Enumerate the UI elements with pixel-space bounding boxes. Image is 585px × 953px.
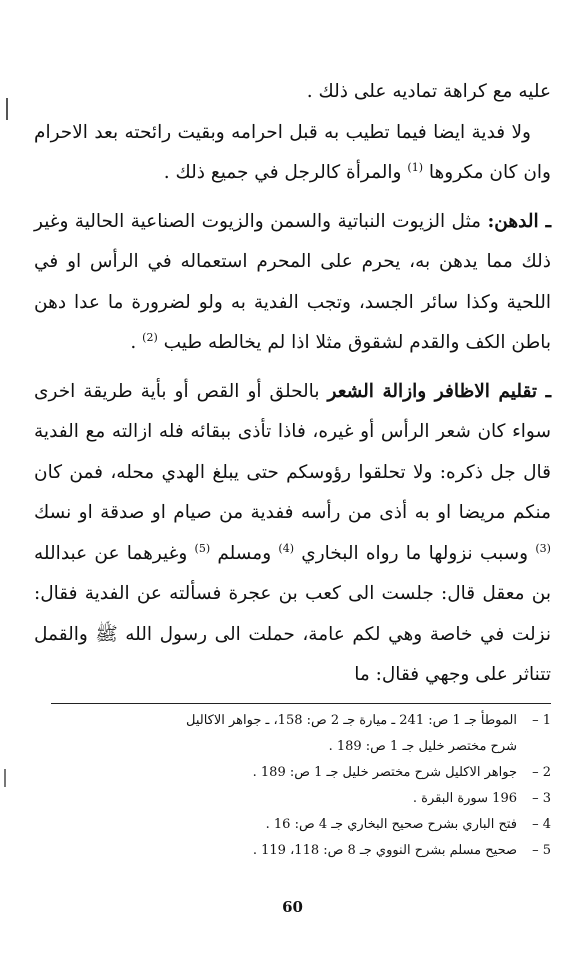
footnote-ref: (3) [535,541,551,555]
footnote [31,786,551,812]
footnote-number: 5 – [532,843,551,858]
footnote-text: 196 سورة البقرة . [412,791,517,806]
margin-mark [6,98,8,120]
footnote-divider [51,703,551,704]
paragraph-text: وسبب نزولها ما رواه البخاري [301,542,529,564]
footnote [31,760,551,786]
footnote [31,838,551,864]
paragraph-text: ولا فدية ايضا فيما تطيب به قبل احرامه وبقيت رائحته بعد الاحرام وان كان مكروها [34,121,551,183]
paragraph-text: عليه مع كراهة تماديه على ذلك . [306,81,551,102]
footnotes [31,708,551,864]
footnote-number: 2 – [532,765,551,780]
footnote-number: 1 – [532,713,551,728]
footnote [31,708,551,734]
footnote-number: 3 – [532,791,551,806]
footnote-ref: (5) [194,541,211,555]
footnote-text: الموطأ جـ 1 ص: 241 ـ ميارة جـ 2 ص: 158، ـ جواهر الاكاليل [185,713,517,728]
page-number: 60 [282,898,303,916]
paragraph [34,113,551,194]
body-text [34,72,551,696]
footnote-ref: (1) [407,160,423,174]
paragraph [34,72,551,113]
paragraph [34,202,551,364]
footnote-text: فتح الباري بشرح صحيح البخاري جـ 4 ص: 16 . [265,817,517,832]
paragraph-text: مثل الزيوت النباتية والسمن والزيوت الصناعية الحالية وغير ذلك مما يدهن به، يحرم على المحرم استعماله في الرأس او في اللحية وكذا سائر الجسد، وتجب الفدية به ولو لضرورة ما عدا دهن باطن الكف والقدم لشقوق مثلا اذا لم يخالطه طيب [34,210,551,353]
footnote-number: 4 – [532,817,551,832]
paragraph-text: ومسلم [217,542,272,564]
margin-mark [4,769,6,787]
paragraph-text: . [130,332,137,353]
section-heading: ـ تقليم الاظافر وازالة الشعر [327,380,551,402]
footnote-text: جواهر الاكليل شرح مختصر خليل جـ 1 ص: 189 . [252,765,517,780]
footnote-text: صحيح مسلم بشرح النووي جـ 8 ص: 118، 119 . [252,843,517,858]
footnote [31,812,551,838]
paragraph-text: وغيرهما عن عبدالله بن معقل قال: جلست الى كعب بن عجرة فسألته عن الفدية فقال: نزلت في خاصة وهي لكم عامة، حملت الى رسول الله ﷺ والقمل تتناثر على وجهي فقال: ما [34,542,551,685]
footnote-ref: (4) [278,541,294,555]
paragraph [34,372,551,696]
footnote-continuation: شرح مختصر خليل جـ 1 ص: 189 . [328,739,517,754]
paragraph-text: بالحلق أو القص أو بأية طريقة اخرى سواء كان شعر الرأس أو غيره، فاذا تأذى ببقائه فله ازالته مع الفدية قال جل ذكره: ولا تحلقوا رؤوسكم حتى يبلغ الهدي محله، فمن كان منكم مريضا او به أذى من رأسه ففدية من صيام او صدقة او نسك [34,380,551,523]
footnote-ref: (2) [142,330,158,344]
section-heading: ـ الدهن: [487,210,551,232]
paragraph-text: والمرأة كالرجل في جميع ذلك . [163,162,402,183]
